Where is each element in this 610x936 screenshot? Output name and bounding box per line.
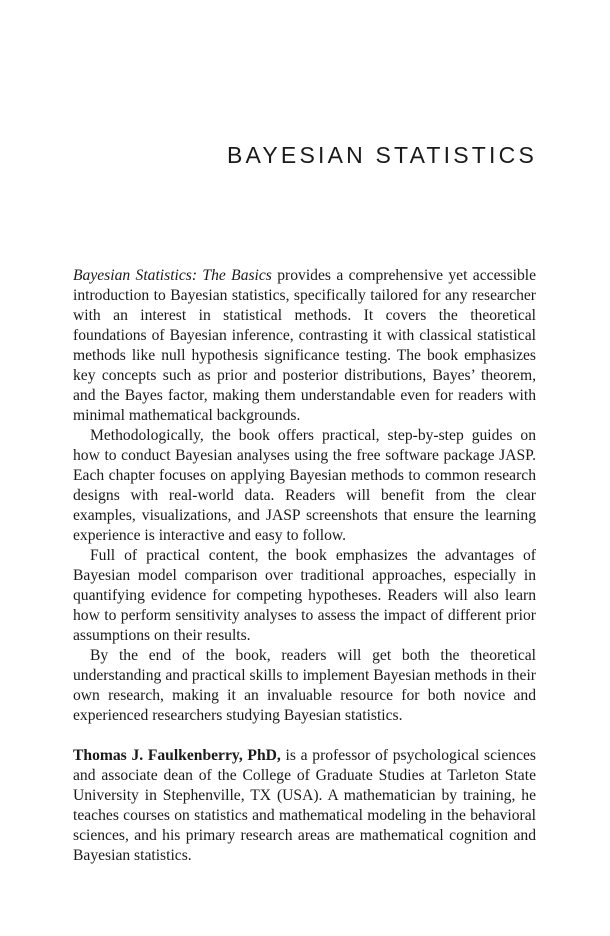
page-title: BAYESIAN STATISTICS <box>226 142 537 168</box>
author-bio-text: is a professor of psychological sciences and associate dean of the College of Graduate Studies at Tarleton State University in Stephenville, TX (USA). A mathematician by training, he teaches courses on statistics and mathematical modeling in the behavioral sciences, and his primary research areas are mathematical cognition and Bayesian statistics. <box>73 747 536 864</box>
book-title-italic: Bayesian Statistics: The Basics <box>73 267 272 284</box>
description-paragraph-3: Full of practical content, the book emphasizes the advantages of Bayesian model comparison over traditional approaches, especially in quantifying evidence for competing hypotheses. Readers will also learn how to perform sensitivity analyses to assess the impact of different prior assumptions on their results. <box>73 547 536 644</box>
description-paragraph-1 <box>73 266 536 426</box>
description-paragraph-1-text: provides a comprehensive yet accessible introduction to Bayesian statistics, specifically tailored for any researcher with an interest in statistical methods. It covers the theoretical foundations of Bayesian inference, contrasting it with classical statistical methods like null hypothesis significance testing. The book emphasizes key concepts such as prior and posterior distributions, Bayes’ theorem, and the Bayes factor, making them understandable even for readers with minimal mathematical backgrounds. <box>73 267 537 424</box>
description-paragraph-4: By the end of the book, readers will get both the theoretical understanding and practical skills to implement Bayesian methods in their own research, making it an invaluable resource for both novice and experienced researchers studying Bayesian statistics. <box>73 647 536 724</box>
author-bio <box>73 746 536 866</box>
book-description <box>73 266 536 866</box>
description-paragraph-2: Methodologically, the book offers practical, step-by-step guides on how to conduct Bayesian analyses using the free software package JASP. Each chapter focuses on applying Bayesian methods to common research designs with real-world data. Readers will benefit from the clear examples, visualizations, and JASP screenshots that ensure the learning experience is interactive and easy to follow. <box>73 427 536 544</box>
author-name: Thomas J. Faulkenberry, PhD, <box>73 747 281 764</box>
